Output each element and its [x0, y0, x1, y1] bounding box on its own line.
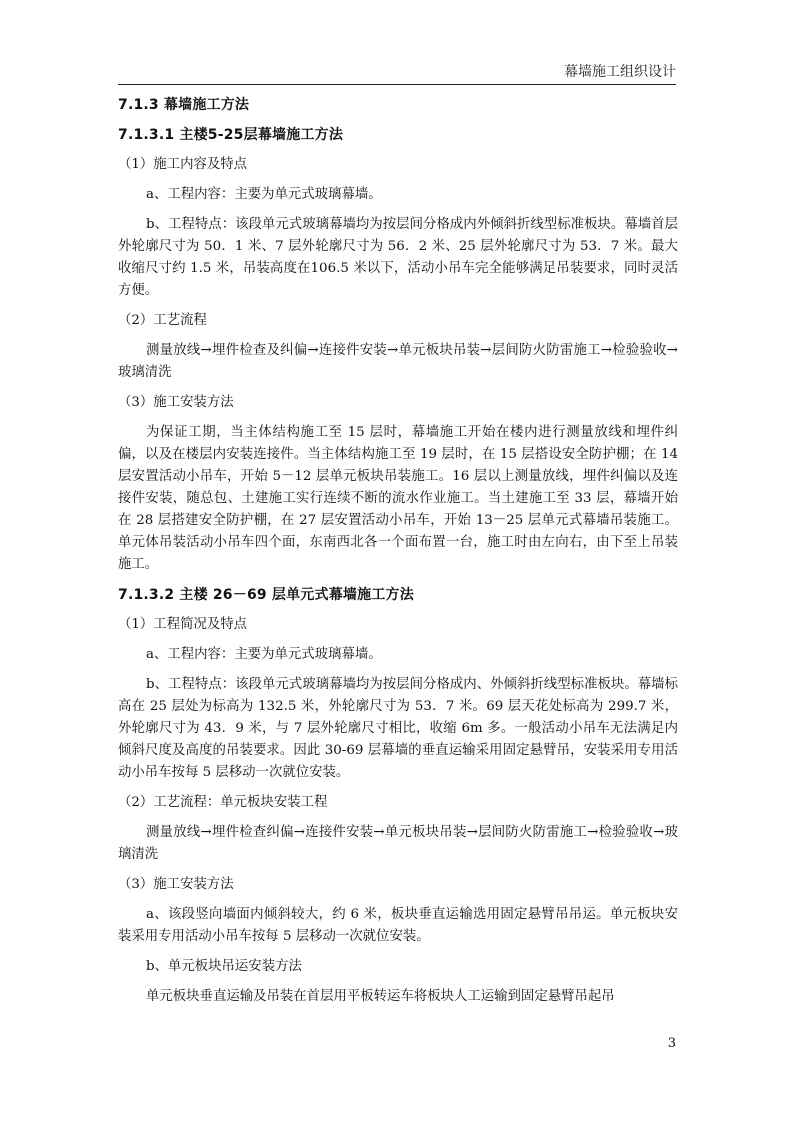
paragraph-item-a: a、该段竖向墙面内倾斜较大，约 6 米，板块垂直运输选用固定悬臂吊吊运。单元板块安装采用专用活动小吊车按每 5 层移动一次就位安装。: [118, 907, 678, 944]
page-header: [118, 62, 676, 85]
section-heading-7-1-3: 7.1.3 幕墙施工方法: [118, 97, 250, 113]
section-heading-7-1-3-2: 7.1.3.2 主楼 26－69 层单元式幕墙施工方法: [118, 587, 414, 603]
process-flow-text: 测量放线→埋件检查纠偏→连接件安装→单元板块吊装→层间防火防雷施工→检验验收→玻璃清洗: [118, 825, 678, 862]
document-title: 幕墙施工组织设计: [564, 64, 676, 80]
installation-method-paragraph: 为保证工期，当主体结构施工至 15 层时，幕墙施工开始在楼内进行测量放线和埋件纠偏，以及在楼层内安装连接件。当主体结构施工至 19 层时，在 15 层搭设安全防护棚；在 14 层安置活动小吊车，开始 5－12 层单元板块吊装施工。16 层以上测量放线，埋件纠偏以及连接件安装，随总包、土建施工实行连续不断的流水作业施工。当土建施工至 33 层，幕墙开始在 28 层搭建安全防护棚，在 27 层安置活动小吊车，开始 13－25 层单元式幕墙吊装施工。单元体吊装活动小吊车四个面，东南西北各一个面布置一台，施工时由左向右，由下至上吊装施工。: [118, 425, 678, 572]
paragraph-item-b-title: b、单元板块吊运安装方法: [146, 959, 302, 974]
paragraph-item-b: b、工程特点：该段单元式玻璃幕墙均为按层间分格成内外倾斜折线型标准板块。幕墙首层外轮廓尺寸为 50．1 米、7 层外轮廓尺寸为 56．2 米、25 层外轮廓尺寸为 53．7 米。最大收缩尺寸约 1.5 米，吊装高度在106.5 米以下，活动小吊车完全能够满足吊装要求，同时灵活方便。: [118, 217, 678, 298]
subsection-title: （1）工程简况及特点: [118, 617, 248, 632]
section-heading-7-1-3-1: 7.1.3.1 主楼5-25层幕墙施工方法: [118, 127, 344, 143]
paragraph-item-a: a、工程内容：主要为单元式玻璃幕墙。: [146, 187, 382, 202]
process-flow-text: 测量放线→埋件检查及纠偏→连接件安装→单元板块吊装→层间防火防雷施工→检验验收→玻璃清洗: [118, 343, 678, 380]
subsection-title: （1）施工内容及特点: [118, 157, 248, 172]
paragraph-item-a: a、工程内容：主要为单元式玻璃幕墙。: [146, 647, 382, 662]
subsection-title: （3）施工安装方法: [118, 395, 234, 410]
paragraph-item-b-text: 单元板块垂直运输及吊装在首层用平板转运车将板块人工运输到固定悬臂吊起吊: [146, 989, 615, 1004]
paragraph-item-b: b、工程特点：该段单元式玻璃幕墙均为按层间分格成内、外倾斜折线型标准板块。幕墙标高在 25 层处为标高为 132.5 米，外轮廓尺寸为 53．7 米。69 层天花处标高为 299.7 米，外轮廓尺寸为 43．9 米，与 7 层外轮廓尺寸相比，收缩 6m 多。一般活动小吊车无法满足内倾斜尺度及高度的吊装要求。因此 30-69 层幕墙的垂直运输采用固定悬臂吊，安装采用专用活动小吊车按每 5 层移动一次就位安装。: [118, 677, 678, 780]
subsection-title: （2）工艺流程: [118, 313, 207, 328]
subsection-title: （2）工艺流程：单元板块安装工程: [118, 795, 328, 810]
subsection-title: （3）施工安装方法: [118, 877, 234, 892]
page-number: 3: [667, 1036, 676, 1051]
document-body: [118, 94, 678, 1016]
